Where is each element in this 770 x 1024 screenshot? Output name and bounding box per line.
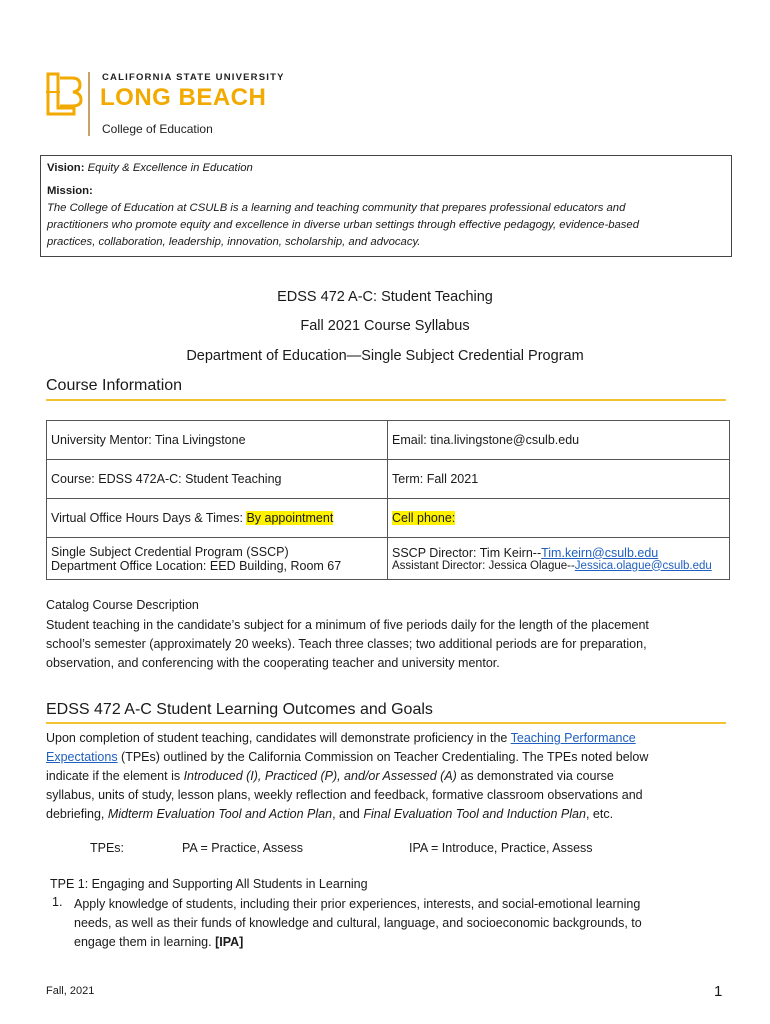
course-label: Course:	[51, 472, 95, 486]
tpe-link[interactable]: Teaching Performance	[510, 731, 636, 745]
term-cell	[388, 460, 730, 499]
email-value: : tina.livingstone@csulb.edu	[423, 433, 580, 447]
outcomes-heading: EDSS 472 A-C Student Learning Outcomes and Goals	[46, 701, 433, 718]
outcomes-text: as demonstrated via course	[456, 769, 614, 783]
page-number: 1	[714, 983, 723, 1000]
term-label: Term:	[392, 472, 424, 486]
course-info-heading: Course Information	[46, 377, 183, 394]
outcomes-text: debriefing,	[46, 807, 108, 821]
logo-university-name: CALIFORNIA STATE UNIVERSITY	[102, 72, 285, 83]
office-hours-cell	[47, 499, 388, 538]
vision-mission-box	[40, 155, 732, 257]
tpe1-line: Apply knowledge of students, including their prior experiences, interests, and social-emotional learning	[74, 897, 641, 911]
outcomes-paragraph	[46, 729, 736, 824]
logo-college-name: College of Education	[102, 122, 213, 136]
mission-line: practices, collaboration, leadership, innovation, scholarship, and advocacy.	[47, 236, 421, 248]
director-cell	[388, 538, 730, 580]
catalog-line: school’s semester (approximately 20 weeks). Teach three classes; two additional periods are for preparation,	[46, 637, 647, 651]
tpe1-item-text	[74, 895, 734, 952]
office-hours-value: By appointment	[246, 511, 334, 525]
lb-monogram-icon	[44, 72, 84, 116]
tpe1-line: needs, as well as their funds of knowledge and cultural, language, and socioeconomic backgrounds, to	[74, 916, 642, 930]
dept-office-label: Department Office Location:	[51, 558, 207, 573]
outcomes-text: Upon completion of student teaching, candidates will demonstrate proficiency in the	[46, 731, 511, 745]
tpe-legend-label: TPEs:	[90, 841, 125, 855]
outcomes-text: indicate if the element is	[46, 769, 184, 783]
outcomes-text: , etc.	[585, 807, 614, 821]
outcomes-text: , and	[332, 807, 364, 821]
table-row	[47, 538, 730, 580]
tpe-legend-pa: PA = Practice, Assess	[182, 841, 304, 855]
director-value: Tim Keirn--	[476, 545, 542, 560]
sscp-cell	[47, 538, 388, 580]
director-email-link[interactable]: Tim.keirn@csulb.edu	[541, 545, 659, 560]
mission-line: practitioners who promote equity and excellence in diverse urban settings through effective pedagogy, evidence-based	[47, 219, 639, 231]
email-label: Email	[392, 433, 424, 447]
cell-phone-cell	[388, 499, 730, 538]
tpe-link-cont[interactable]: Expectations	[46, 750, 118, 764]
outcomes-italic: Final Evaluation Tool and Induction Plan	[363, 807, 586, 821]
outcomes-italic: Introduced (I), Practiced (P), and/or Assessed (A)	[183, 769, 457, 783]
table-row	[47, 421, 730, 460]
course-title: EDSS 472 A-C: Student Teaching	[277, 289, 493, 305]
assistant-email-link[interactable]: Jessica.olague@csulb.edu	[574, 559, 712, 572]
catalog-description	[46, 616, 736, 673]
outcomes-text: syllabus, units of study, lesson plans, weekly reflection and feedback, formative classroom observations and	[46, 788, 643, 802]
tpe1-heading: TPE 1: Engaging and Supporting All Students in Learning	[50, 877, 368, 891]
heading-rule	[46, 399, 726, 401]
catalog-heading: Catalog Course Description	[46, 598, 199, 612]
course-cell	[47, 460, 388, 499]
footer-term: Fall, 2021	[46, 985, 95, 997]
tpe-legend-ipa: IPA = Introduce, Practice, Assess	[409, 841, 593, 855]
catalog-line: Student teaching in the candidate’s subject for a minimum of five periods daily for the length of the placement	[46, 618, 649, 632]
catalog-line: observation, and conferencing with the cooperating teacher and university mentor.	[46, 656, 500, 670]
mentor-value: : Tina Livingstone	[148, 433, 246, 447]
mission-line: The College of Education at CSULB is a learning and teaching community that prepares professional educators and	[47, 202, 626, 214]
term-title: Fall 2021 Course Syllabus	[300, 318, 470, 334]
sscp-program-label: Single Subject Credential Program (SSCP)	[51, 544, 289, 559]
tpe1-item-number: 1.	[52, 895, 63, 909]
assistant-label: Assistant Director:	[392, 559, 486, 572]
tpe1-line: engage them in learning.	[74, 935, 216, 949]
tpe-legend	[0, 841, 770, 861]
logo-divider	[88, 72, 90, 136]
outcomes-italic: Midterm Evaluation Tool and Action Plan	[107, 807, 333, 821]
assistant-value: Jessica Olague--	[485, 559, 575, 572]
vision-text: Equity & Excellence in Education	[87, 162, 253, 174]
vision-label: Vision:	[47, 162, 85, 174]
cell-phone-label: Cell phone:	[392, 511, 456, 525]
director-label: SSCP Director:	[392, 545, 477, 560]
mission-label: Mission:	[47, 185, 93, 197]
tpe1-tag: [IPA]	[215, 935, 244, 949]
outcomes-text: (TPEs) outlined by the California Commission on Teacher Credentialing. The TPEs noted below	[117, 750, 649, 764]
heading-rule	[46, 722, 726, 724]
table-row	[47, 499, 730, 538]
mentor-cell	[47, 421, 388, 460]
department-title: Department of Education—Single Subject Credential Program	[186, 348, 584, 364]
table-row	[47, 460, 730, 499]
course-info-table	[46, 420, 730, 580]
logo-campus-name: LONG BEACH	[100, 84, 267, 111]
dept-office-value: EED Building, Room 67	[206, 558, 342, 573]
term-value: Fall 2021	[423, 472, 479, 486]
email-cell	[388, 421, 730, 460]
mentor-label: University Mentor	[51, 433, 149, 447]
office-hours-label: Virtual Office Hours Days & Times:	[51, 511, 247, 525]
course-value: EDSS 472A-C: Student Teaching	[94, 472, 282, 486]
